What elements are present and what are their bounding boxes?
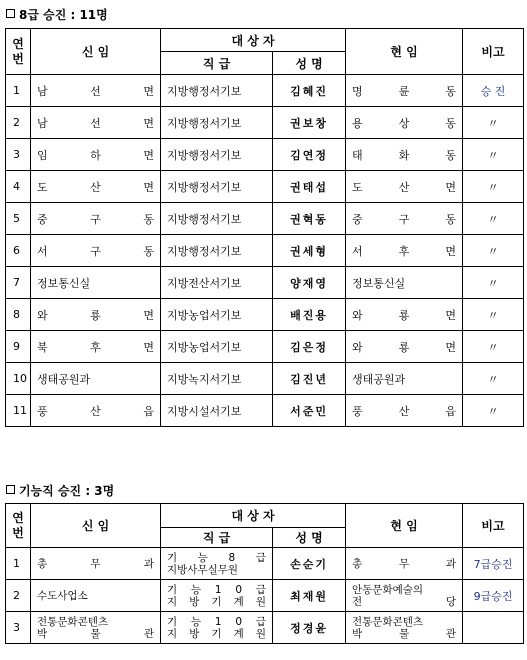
grade-text: 지방행정서기보 [167, 84, 242, 98]
new-post-text: 북 후 면 [37, 340, 154, 354]
note-cell: 〃 [463, 331, 524, 363]
new-post-cell [31, 75, 161, 107]
name-cell: 권태섭 [273, 171, 346, 203]
col-header-new-post: 신 임 [31, 29, 161, 75]
new-post-line2: 박 물 관 [37, 627, 154, 640]
new-post-cell [31, 363, 161, 395]
table-row [6, 299, 524, 331]
current-post-cell [346, 580, 463, 612]
section2-title: 기능직 승진 : 3명 [6, 482, 114, 499]
new-post-cell [31, 395, 161, 427]
row-number: 2 [6, 107, 31, 139]
current-post-line1: 안동문화예술의 [352, 583, 424, 596]
col-header-target: 대 상 자 [161, 29, 346, 52]
note-cell: 〃 [463, 299, 524, 331]
new-post-text: 임 하 면 [37, 148, 154, 162]
grade-line2: 지방사무실무원 [167, 563, 239, 576]
new-post-cell [31, 299, 161, 331]
new-post-line1: 수도사업소 [37, 589, 88, 602]
new-post-text: 풍 산 읍 [37, 404, 154, 418]
grade-text: 지방행정서기보 [167, 212, 242, 226]
new-post-cell [31, 612, 161, 644]
row-number: 6 [6, 235, 31, 267]
grade-text: 지방행정서기보 [167, 180, 242, 194]
row-number: 1 [6, 75, 31, 107]
new-post-cell [31, 203, 161, 235]
current-post-line1: 총 무 과 [352, 557, 457, 570]
grade-cell [161, 203, 273, 235]
row-number: 7 [6, 267, 31, 299]
current-post-text: 와 룡 면 [352, 308, 457, 322]
name-cell: 배진용 [273, 299, 346, 331]
checkbox-square-icon [6, 9, 15, 18]
row-number: 2 [6, 580, 31, 612]
current-post-text: 정보통신실 [352, 276, 406, 290]
row-number: 3 [6, 612, 31, 644]
checkbox-square-icon [6, 485, 15, 494]
grade-cell [161, 139, 273, 171]
new-post-line1: 전통문화콘텐츠 [37, 615, 109, 628]
new-post-text: 생태공원과 [37, 372, 91, 386]
current-post-cell [346, 363, 463, 395]
grade-cell [161, 171, 273, 203]
name-cell: 권혁동 [273, 203, 346, 235]
grade-cell [161, 363, 273, 395]
note-cell: 9급승진 [463, 580, 524, 612]
table-row [6, 203, 524, 235]
note-cell: 〃 [463, 139, 524, 171]
note-cell: 〃 [463, 395, 524, 427]
row-number: 1 [6, 548, 31, 580]
col-header-current-post: 현 임 [346, 29, 463, 75]
current-post-cell [346, 203, 463, 235]
current-post-cell [346, 331, 463, 363]
new-post-text: 와 룡 면 [37, 308, 154, 322]
name-cell: 김혜진 [273, 75, 346, 107]
current-post-text: 와 룡 면 [352, 340, 457, 354]
current-post-cell [346, 299, 463, 331]
current-post-cell [346, 75, 463, 107]
promotion-table-8th-grade [5, 28, 524, 427]
new-post-cell [31, 331, 161, 363]
grade-text: 지방행정서기보 [167, 116, 242, 130]
current-post-text: 생태공원과 [352, 372, 406, 386]
note-cell: 〃 [463, 267, 524, 299]
col-header-note: 비고 [463, 504, 524, 548]
current-post-text: 태 화 동 [352, 148, 457, 162]
col-header-new-post: 신 임 [31, 504, 161, 548]
grade-cell [161, 267, 273, 299]
table-row [6, 75, 524, 107]
col-header-note: 비고 [463, 29, 524, 75]
promotion-table-technical [5, 503, 524, 644]
table-row [6, 235, 524, 267]
row-number: 9 [6, 331, 31, 363]
grade-text: 지방전산서기보 [167, 276, 242, 290]
grade-cell [161, 75, 273, 107]
grade-text: 지방농업서기보 [167, 308, 242, 322]
row-number: 8 [6, 299, 31, 331]
current-post-cell [346, 395, 463, 427]
table-row [6, 363, 524, 395]
grade-text: 지방행정서기보 [167, 148, 242, 162]
name-cell: 양재영 [273, 267, 346, 299]
row-number: 3 [6, 139, 31, 171]
col-header-number: 연 번 [6, 29, 31, 75]
current-post-cell [346, 612, 463, 644]
row-number: 4 [6, 171, 31, 203]
grade-cell [161, 395, 273, 427]
grade-line1: 기 능 1 0 급 [167, 583, 266, 596]
grade-cell [161, 107, 273, 139]
grade-cell [161, 612, 273, 644]
current-post-line2: 박 물 관 [352, 627, 457, 640]
name-cell: 최재원 [273, 580, 346, 612]
table-row [6, 107, 524, 139]
current-post-text: 도 산 면 [352, 180, 457, 194]
grade-cell [161, 331, 273, 363]
row-number: 11 [6, 395, 31, 427]
col-header-name: 성 명 [273, 52, 346, 75]
new-post-text: 중 구 동 [37, 212, 154, 226]
grade-text: 지방녹지서기보 [167, 372, 242, 386]
new-post-cell [31, 107, 161, 139]
col-header-grade: 직 급 [161, 52, 273, 75]
current-post-cell [346, 171, 463, 203]
new-post-text: 정보통신실 [37, 276, 91, 290]
name-cell: 김연정 [273, 139, 346, 171]
name-cell: 손순기 [273, 548, 346, 580]
col-header-number: 연 번 [6, 504, 31, 548]
current-post-line1: 전통문화콘텐츠 [352, 615, 424, 628]
name-cell: 권보창 [273, 107, 346, 139]
table-row [6, 612, 524, 644]
table-row [6, 580, 524, 612]
current-post-line2: 전 당 [352, 595, 457, 608]
section1-title: 8급 승진 : 11명 [6, 6, 108, 23]
new-post-cell [31, 580, 161, 612]
current-post-text: 명 륜 동 [352, 84, 457, 98]
current-post-text: 서 후 면 [352, 244, 457, 258]
grade-text: 지방행정서기보 [167, 244, 242, 258]
new-post-text: 남 선 면 [37, 84, 154, 98]
name-cell: 정경윤 [273, 612, 346, 644]
note-cell: 〃 [463, 203, 524, 235]
table-row [6, 139, 524, 171]
row-number: 5 [6, 203, 31, 235]
current-post-cell [346, 267, 463, 299]
new-post-text: 도 산 면 [37, 180, 154, 194]
table-row [6, 395, 524, 427]
current-post-text: 중 구 동 [352, 212, 457, 226]
grade-line2: 지 방 기 계 원 [167, 627, 266, 640]
new-post-cell [31, 139, 161, 171]
name-cell: 서준민 [273, 395, 346, 427]
grade-cell [161, 235, 273, 267]
new-post-text: 남 선 면 [37, 116, 154, 130]
grade-line1: 기 능 1 0 급 [167, 615, 266, 628]
table-row [6, 267, 524, 299]
current-post-text: 용 상 동 [352, 116, 457, 130]
note-cell: 〃 [463, 107, 524, 139]
new-post-text: 서 구 동 [37, 244, 154, 258]
note-cell: 〃 [463, 171, 524, 203]
grade-line2: 지 방 기 계 원 [167, 595, 266, 608]
note-cell: 7급승진 [463, 548, 524, 580]
row-number: 10 [6, 363, 31, 395]
table-row [6, 331, 524, 363]
col-header-name: 성 명 [273, 528, 346, 548]
grade-text: 지방시설서기보 [167, 404, 242, 418]
note-cell: 〃 [463, 235, 524, 267]
current-post-cell [346, 548, 463, 580]
grade-cell [161, 580, 273, 612]
grade-line1: 기 능 8 급 [167, 551, 266, 564]
name-cell: 권세형 [273, 235, 346, 267]
name-cell: 김진년 [273, 363, 346, 395]
grade-cell [161, 548, 273, 580]
current-post-text: 풍 산 읍 [352, 404, 457, 418]
name-cell: 김은정 [273, 331, 346, 363]
note-cell [463, 612, 524, 644]
current-post-cell [346, 107, 463, 139]
note-cell: 승 진 [463, 75, 524, 107]
new-post-cell [31, 171, 161, 203]
col-header-target: 대 상 자 [161, 504, 346, 528]
col-header-grade: 직 급 [161, 528, 273, 548]
new-post-cell [31, 267, 161, 299]
current-post-cell [346, 139, 463, 171]
current-post-cell [346, 235, 463, 267]
note-cell: 〃 [463, 363, 524, 395]
grade-text: 지방농업서기보 [167, 340, 242, 354]
new-post-line1: 총 무 과 [37, 557, 154, 570]
new-post-cell [31, 235, 161, 267]
new-post-cell [31, 548, 161, 580]
col-header-current-post: 현 임 [346, 504, 463, 548]
table-row [6, 548, 524, 580]
grade-cell [161, 299, 273, 331]
table-row [6, 171, 524, 203]
